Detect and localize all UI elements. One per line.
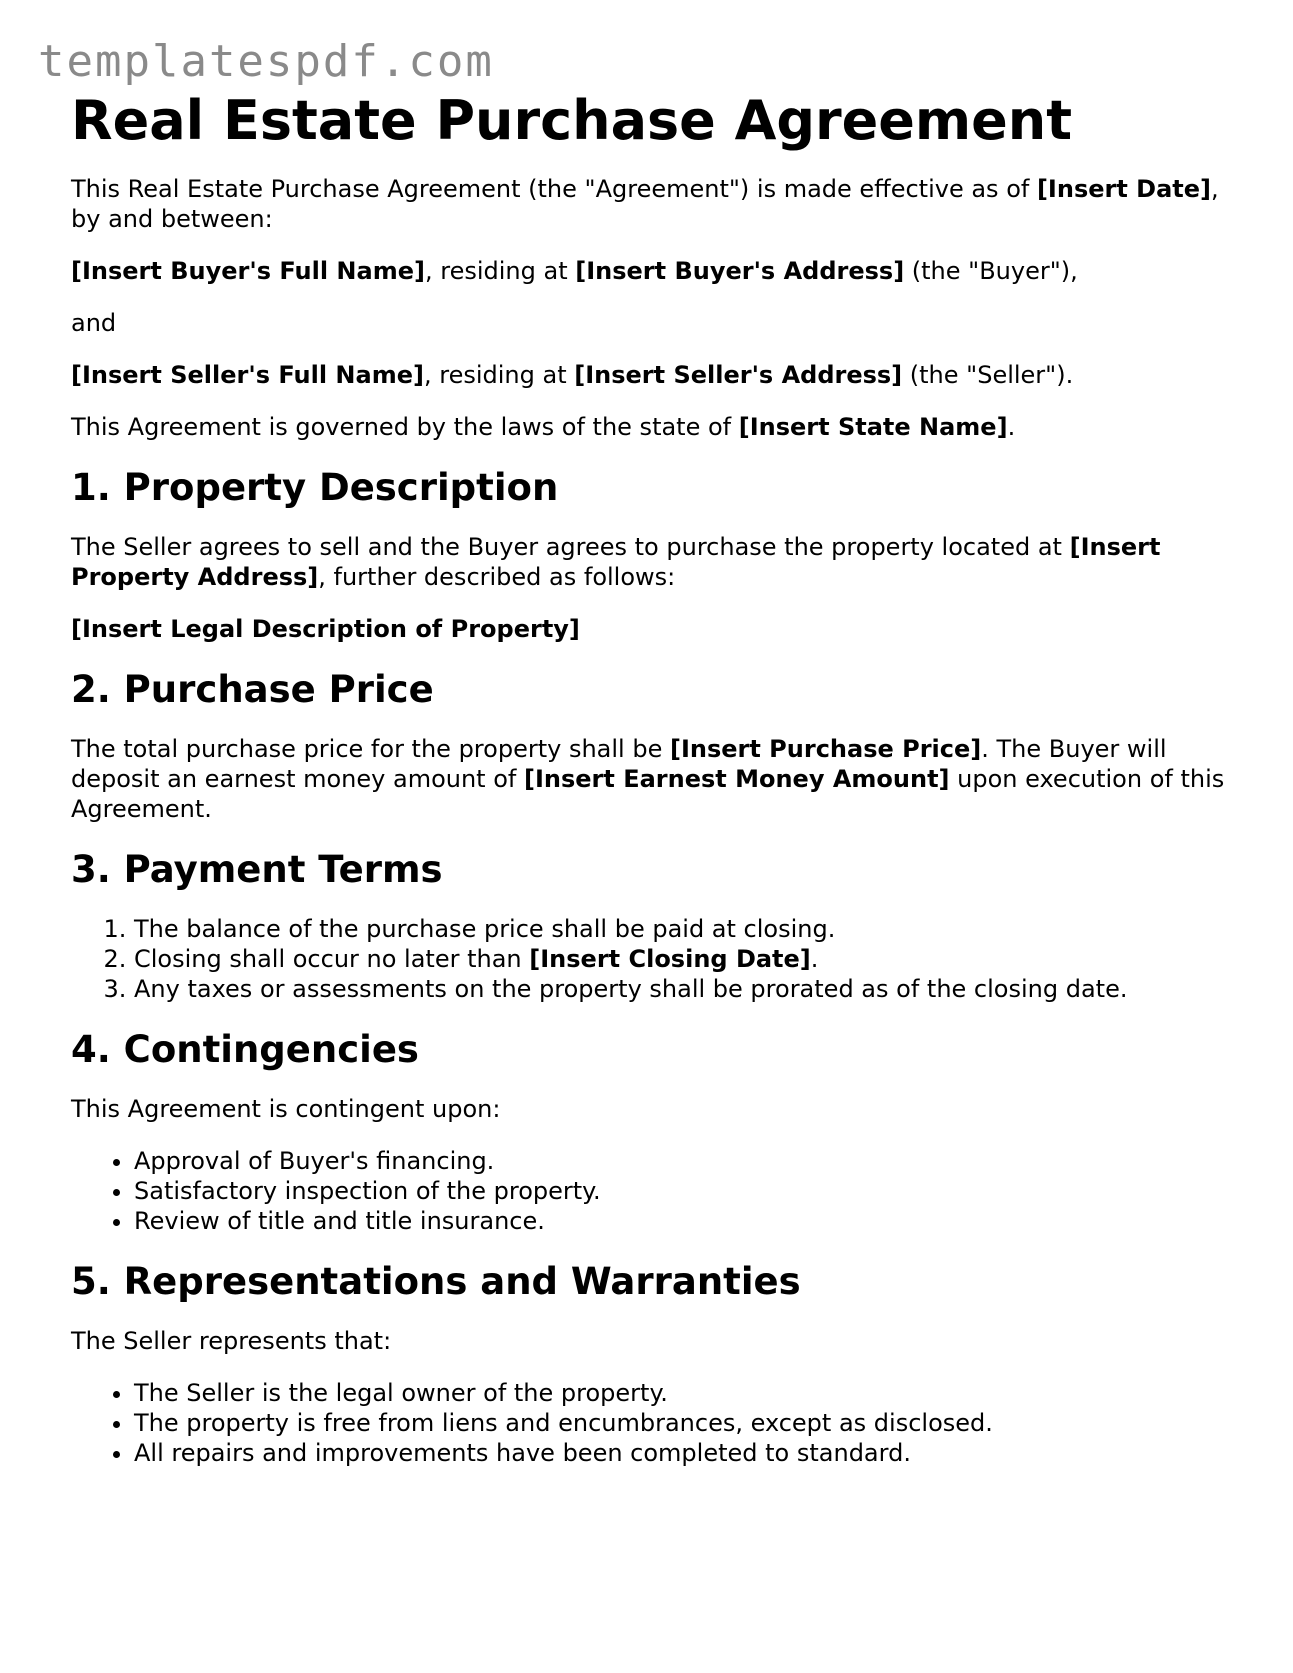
list-item: 3. Any taxes or assessments on the property shall be prorated as of the closing date. xyxy=(134,974,1231,1004)
intro-text-tail: , by and between: xyxy=(71,175,1219,233)
watermark-text: templatespdf.com xyxy=(38,36,494,87)
purchase-price-paragraph xyxy=(71,734,1231,824)
seller-paragraph xyxy=(71,360,1231,390)
property-address-placeholder: [Insert Property Address] xyxy=(71,533,1161,591)
earnest-money-placeholder: [Insert Earnest Money Amount] xyxy=(523,765,950,793)
contingencies-intro: This Agreement is contingent upon: xyxy=(71,1095,501,1123)
list-item: • The Seller is the legal owner of the property. xyxy=(134,1378,1231,1408)
buyer-name-placeholder: [Insert Buyer's Full Name] xyxy=(71,257,425,285)
section-2-heading: 2. Purchase Price xyxy=(71,668,434,711)
governing-law-period: . xyxy=(1007,413,1016,441)
buyer-tail-text: (the "Buyer"), xyxy=(904,257,1078,285)
buyer-address-placeholder: [Insert Buyer's Address] xyxy=(575,257,905,285)
property-text-tail: , further described as follows: xyxy=(318,563,676,591)
closing-date-placeholder: [Insert Closing Date] xyxy=(529,945,811,973)
date-placeholder: [Insert Date] xyxy=(1036,175,1211,203)
seller-residing-text: , residing at xyxy=(423,361,575,389)
closing-text: Closing shall occur no later than xyxy=(134,945,530,973)
state-placeholder: [Insert State Name] xyxy=(738,413,1008,441)
section-4-heading: 4. Contingencies xyxy=(71,1028,419,1071)
section-5-heading: 5. Representations and Warranties xyxy=(71,1260,801,1303)
governing-law-paragraph xyxy=(71,412,1231,442)
buyer-residing-text: , residing at xyxy=(424,257,576,285)
purchase-price-text: The total purchase price for the property shall be xyxy=(71,735,670,763)
list-item: • All repairs and improvements have been completed to standard. xyxy=(134,1438,1231,1468)
seller-tail-text: (the "Seller"). xyxy=(902,361,1074,389)
list-item: • The property is free from liens and encumbrances, except as disclosed. xyxy=(134,1408,1231,1438)
execution-text: upon execution of this Agreement. xyxy=(71,765,1225,823)
document-title: Real Estate Purchase Agreement xyxy=(71,89,1073,152)
representations-intro: The Seller represents that: xyxy=(71,1327,392,1355)
intro-text: This Real Estate Purchase Agreement (the "Agreement") is made effective as of xyxy=(71,175,1037,203)
document-page xyxy=(71,88,1231,1468)
list-item xyxy=(134,944,1231,974)
legal-description-paragraph xyxy=(71,614,1231,644)
property-text: The Seller agrees to sell and the Buyer agrees to purchase the property located at xyxy=(71,533,1070,561)
property-paragraph xyxy=(71,532,1231,592)
purchase-price-placeholder: [Insert Purchase Price] xyxy=(669,735,982,763)
closing-period: . xyxy=(810,945,819,973)
representations-list xyxy=(71,1378,1231,1468)
seller-address-placeholder: [Insert Seller's Address] xyxy=(574,361,903,389)
list-item: 1. The balance of the purchase price shall be paid at closing. xyxy=(134,914,1231,944)
list-item: • Satisfactory inspection of the property. xyxy=(134,1176,1231,1206)
earnest-text: . The Buyer will deposit an earnest money amount of xyxy=(71,735,1167,793)
section-1-heading: 1. Property Description xyxy=(71,466,559,509)
contingencies-list xyxy=(71,1146,1231,1236)
list-item: • Review of title and title insurance. xyxy=(134,1206,1231,1236)
and-paragraph: and xyxy=(71,309,117,337)
seller-name-placeholder: [Insert Seller's Full Name] xyxy=(71,361,424,389)
intro-paragraph xyxy=(71,174,1231,234)
legal-description-placeholder: [Insert Legal Description of Property] xyxy=(71,615,580,643)
buyer-paragraph xyxy=(71,256,1231,286)
governing-law-text: This Agreement is governed by the laws of the state of xyxy=(71,413,739,441)
list-item: • Approval of Buyer's financing. xyxy=(134,1146,1231,1176)
payment-terms-list xyxy=(71,914,1231,1004)
section-3-heading: 3. Payment Terms xyxy=(71,848,443,891)
